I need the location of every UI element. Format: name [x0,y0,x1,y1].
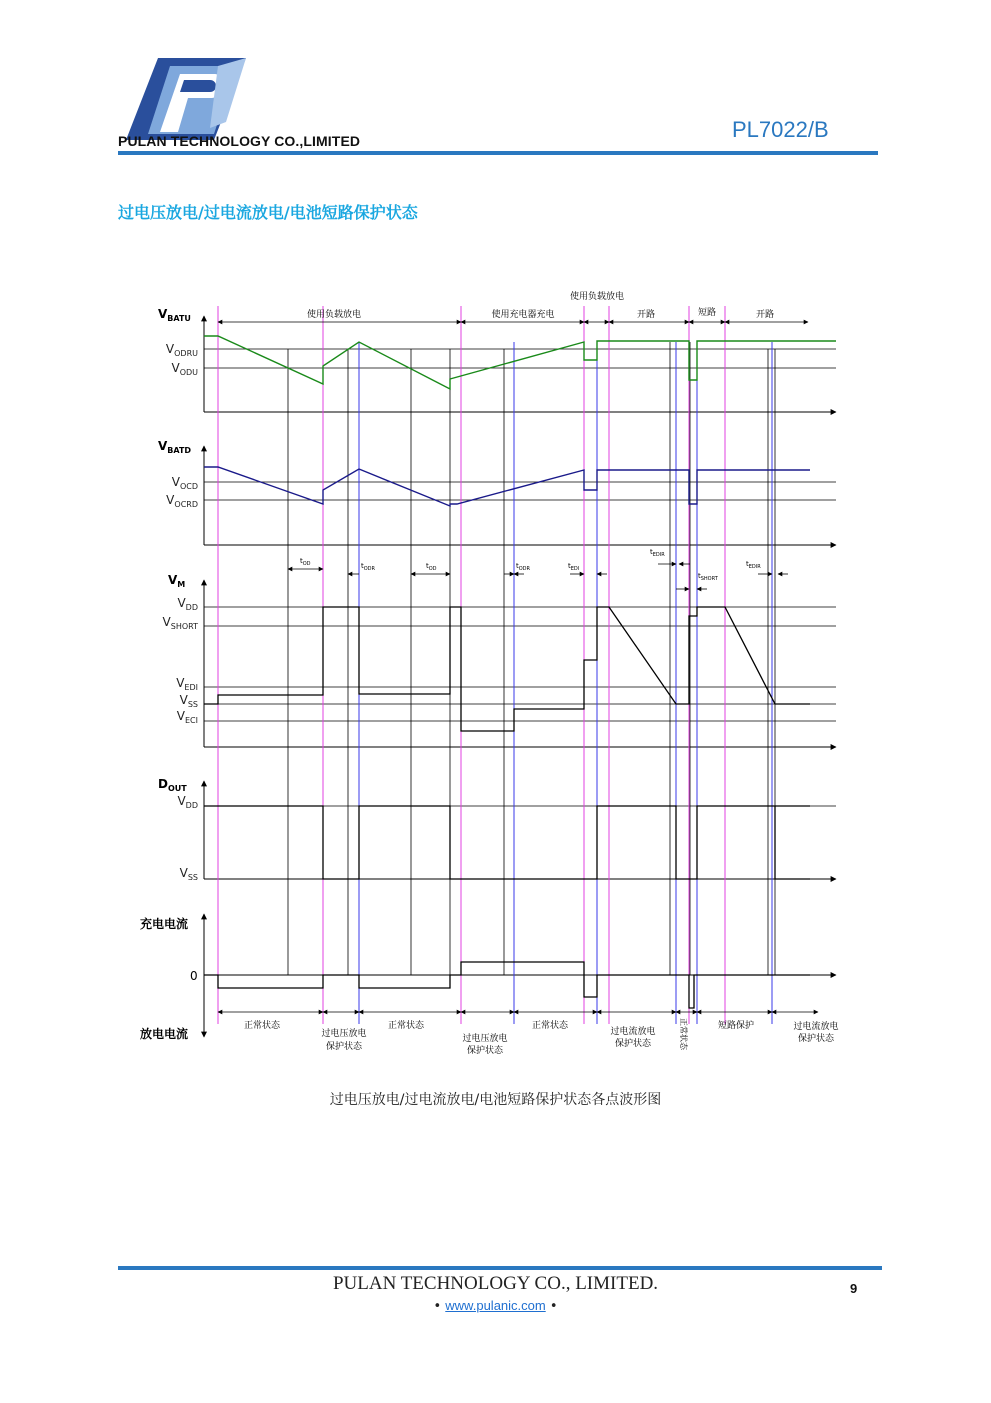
state-label: 过电流放电 [610,1027,656,1037]
part-number: PL7022/B [732,117,829,142]
level-vocd: $V_{OCD}$ [171,475,198,491]
timing-tedir: $t_{EDIR}$ [650,548,665,558]
phase-label: 开路 [755,310,775,320]
label-vbatd: $V_{BATD}$ [158,439,192,455]
state-label: 保护状态 [466,1046,504,1056]
level-vocrd: $V_{OCRD}$ [166,493,198,509]
footer-company: PULAN TECHNOLOGY CO., LIMITED. [332,1273,659,1294]
state-label: 过电压放电 [321,1029,367,1039]
label-vm: $V_M$ [168,573,186,589]
header-rule [118,151,878,155]
timing-tod: $t_{OD}$ [426,562,437,572]
phase-label: 短路 [697,308,717,318]
page-number: 9 [850,1281,858,1296]
phase-label: 使用充电器充电 [491,310,555,320]
level-vdd: $V_{DD}$ [177,596,198,612]
level-dout-vdd: $V_{DD}$ [177,794,198,810]
state-label: 过电流放电 [793,1022,839,1032]
state-label: 正常状态 [531,1021,569,1031]
label-vbatu: $V_{BATU}$ [158,307,191,323]
level-vodru: $V_{ODRU}$ [165,342,198,358]
company-name: PULAN TECHNOLOGY CO.,LIMITED [118,133,361,149]
state-label: 过电压放电 [462,1034,508,1044]
figure-caption: 过电压放电/过电流放电/电池短路保护状态各点波形图 [329,1092,662,1108]
state-label: 保护状态 [797,1034,835,1044]
state-label: 正常状态 [387,1021,425,1031]
website-link[interactable]: www.pulanic.com [445,1298,546,1313]
footer-rule [118,1266,882,1270]
phase-label: 使用负载放电 [306,310,362,320]
state-label: 正常状态 [243,1021,281,1031]
phase-label: 开路 [636,310,656,320]
level-vss: $V_{SS}$ [179,693,198,709]
timing-tedir: $t_{EDIR}$ [746,560,761,570]
bullet: • [549,1299,558,1314]
label-dout: $D_{OUT}$ [158,777,187,793]
timing-tod: $t_{OD}$ [300,557,311,567]
label-zero: 0 [190,969,198,983]
timing-tedi: $t_{EDI}$ [568,562,580,572]
footer-website-line [0,1298,991,1314]
section-title: 过电压放电/过电流放电/电池短路保护状态 [118,203,418,222]
timing-todr: $t_{ODR}$ [361,562,376,572]
level-veci: $V_{ECI}$ [176,709,198,725]
state-label-vertical: 正常状态 [679,1018,688,1050]
level-vedi: $V_{EDI}$ [176,676,198,692]
waveform-diagram [138,284,858,1074]
state-label: 短路保护 [717,1021,755,1031]
state-label: 保护状态 [325,1042,363,1052]
timing-todr: $t_{ODR}$ [516,562,531,572]
bullet: • [433,1299,442,1314]
company-logo [118,52,248,142]
phase-label: 使用负载放电 [569,292,625,302]
state-label: 保护状态 [614,1039,652,1049]
level-vshort: $V_{SHORT}$ [162,615,198,631]
timing-tshort: $t_{SHORT}$ [698,572,718,582]
level-vodu: $V_{ODU}$ [171,361,198,377]
label-charge-current: 充电电流 [140,917,189,931]
level-dout-vss: $V_{SS}$ [179,866,198,882]
label-discharge-current: 放电电流 [140,1027,189,1041]
